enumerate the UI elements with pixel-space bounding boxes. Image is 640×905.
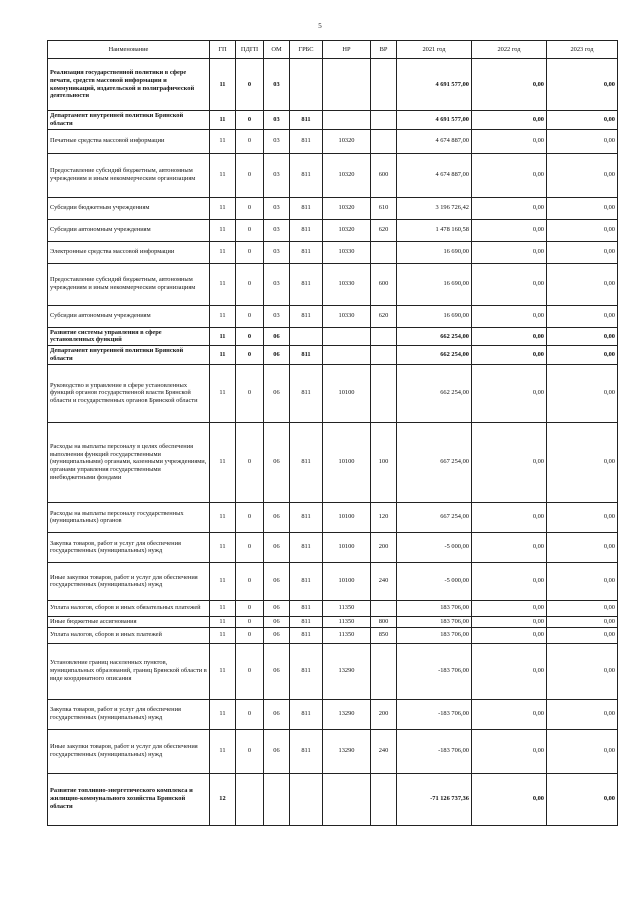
cell-gp: 11 [210,241,236,263]
column-header-gp: ГП [210,41,236,59]
table-row [48,422,618,502]
cell-nr [323,327,371,346]
table-row [48,59,618,111]
cell-nr: 10320 [323,153,371,197]
column-header-om: ОМ [264,41,290,59]
cell-2022: 0,00 [472,773,547,825]
cell-gp: 11 [210,562,236,600]
cell-2021: 662 254,00 [397,364,472,422]
cell-gp: 11 [210,263,236,305]
cell-grbs [290,773,323,825]
cell-2021: 4 691 577,00 [397,111,472,130]
cell-grbs: 811 [290,346,323,365]
cell-nr: 10100 [323,562,371,600]
cell-pdgp: 0 [236,327,264,346]
table-row [48,327,618,346]
cell-pdgp: 0 [236,422,264,502]
cell-name: Расходы на выплаты персоналу в целях обеспечения выполнения функций государственными (муниципальными) органами, казенными учреждениями, органами управления государственными внебюджетными фондами [48,422,210,502]
cell-om: 06 [264,643,290,699]
cell-2022: 0,00 [472,616,547,627]
cell-2022: 0,00 [472,532,547,562]
cell-2021: 183 706,00 [397,616,472,627]
cell-vr [371,111,397,130]
cell-om: 06 [264,422,290,502]
cell-vr [371,346,397,365]
cell-vr [371,600,397,616]
table-row [48,129,618,153]
cell-vr: 620 [371,219,397,241]
cell-vr: 800 [371,616,397,627]
cell-grbs [290,327,323,346]
cell-2023: 0,00 [547,562,618,600]
table-row [48,532,618,562]
cell-name: Предоставление субсидий бюджетным, автономным учреждениям и иным некоммерческим организациям [48,153,210,197]
cell-om: 03 [264,219,290,241]
cell-pdgp: 0 [236,616,264,627]
cell-vr: 600 [371,153,397,197]
column-header-2021: 2021 год [397,41,472,59]
cell-2021: 16 690,00 [397,263,472,305]
cell-name: Иные закупки товаров, работ и услуг для обеспечения государственных (муниципальных) нужд [48,562,210,600]
cell-gp: 11 [210,129,236,153]
cell-gp: 11 [210,627,236,643]
cell-vr: 600 [371,263,397,305]
cell-name: Развитие системы управления в сфере установленных функций [48,327,210,346]
cell-om: 03 [264,305,290,327]
cell-name: Иные бюджетные ассигнования [48,616,210,627]
cell-2021: -71 126 737,36 [397,773,472,825]
cell-pdgp [236,773,264,825]
cell-nr: 10330 [323,263,371,305]
cell-gp: 11 [210,197,236,219]
cell-name: Уплата налогов, сборов и иных платежей [48,627,210,643]
cell-2023: 0,00 [547,773,618,825]
column-header-grbs: ГРБС [290,41,323,59]
cell-grbs: 811 [290,600,323,616]
cell-2022: 0,00 [472,219,547,241]
cell-2021: 1 478 160,58 [397,219,472,241]
cell-2023: 0,00 [547,305,618,327]
cell-om: 06 [264,627,290,643]
cell-2023: 0,00 [547,129,618,153]
table-row [48,241,618,263]
cell-vr [371,773,397,825]
cell-2023: 0,00 [547,600,618,616]
column-header-pdgp: ПДГП [236,41,264,59]
cell-2022: 0,00 [472,327,547,346]
cell-2021: 662 254,00 [397,346,472,365]
cell-om: 03 [264,59,290,111]
cell-vr [371,129,397,153]
cell-name: Закупка товаров, работ и услуг для обеспечения государственных (муниципальных) нужд [48,699,210,729]
cell-2023: 0,00 [547,111,618,130]
cell-2023: 0,00 [547,729,618,773]
cell-name: Субсидии автономным учреждениям [48,219,210,241]
cell-om: 03 [264,241,290,263]
cell-name: Электронные средства массовой информации [48,241,210,263]
cell-2022: 0,00 [472,364,547,422]
cell-grbs: 811 [290,643,323,699]
cell-om [264,773,290,825]
cell-vr: 610 [371,197,397,219]
cell-2021: -5 000,00 [397,562,472,600]
cell-grbs: 811 [290,219,323,241]
table-row [48,197,618,219]
cell-grbs: 811 [290,502,323,532]
cell-grbs: 811 [290,263,323,305]
cell-nr [323,346,371,365]
cell-pdgp: 0 [236,600,264,616]
cell-om: 06 [264,364,290,422]
cell-om: 06 [264,616,290,627]
cell-grbs: 811 [290,364,323,422]
table-row [48,600,618,616]
cell-nr [323,59,371,111]
cell-vr [371,327,397,346]
cell-pdgp: 0 [236,699,264,729]
cell-2021: 16 690,00 [397,305,472,327]
cell-gp: 11 [210,305,236,327]
cell-pdgp: 0 [236,197,264,219]
cell-name: Субсидии автономным учреждениям [48,305,210,327]
cell-2022: 0,00 [472,305,547,327]
cell-nr: 11350 [323,600,371,616]
cell-nr: 10330 [323,305,371,327]
cell-grbs: 811 [290,129,323,153]
cell-pdgp: 0 [236,241,264,263]
cell-2023: 0,00 [547,197,618,219]
cell-gp: 11 [210,153,236,197]
cell-grbs: 811 [290,729,323,773]
cell-nr: 13290 [323,729,371,773]
column-header-name: Наименование [48,41,210,59]
cell-name: Уплата налогов, сборов и иных обязательных платежей [48,600,210,616]
table-row [48,729,618,773]
cell-name: Установление границ населенных пунктов, муниципальных образований, границ Брянской области в виде координатного описания [48,643,210,699]
table-row [48,111,618,130]
cell-nr: 13290 [323,643,371,699]
table-row [48,364,618,422]
page-number: 5 [318,22,322,30]
cell-2023: 0,00 [547,699,618,729]
cell-pdgp: 0 [236,305,264,327]
cell-2021: 662 254,00 [397,327,472,346]
cell-2023: 0,00 [547,364,618,422]
cell-2021: 16 690,00 [397,241,472,263]
cell-grbs: 811 [290,241,323,263]
table-row [48,219,618,241]
cell-gp: 11 [210,643,236,699]
cell-2023: 0,00 [547,422,618,502]
cell-2022: 0,00 [472,562,547,600]
cell-nr: 10320 [323,197,371,219]
cell-om: 06 [264,327,290,346]
table-row [48,305,618,327]
cell-om: 06 [264,532,290,562]
cell-vr: 240 [371,562,397,600]
column-header-2023: 2023 год [547,41,618,59]
cell-2022: 0,00 [472,502,547,532]
cell-2022: 0,00 [472,627,547,643]
column-header-vr: ВР [371,41,397,59]
cell-name: Руководство и управление в сфере установленных функций органов государственной власти Брянской области и государственных органов Брянской области [48,364,210,422]
column-header-nr: НР [323,41,371,59]
cell-pdgp: 0 [236,111,264,130]
cell-2023: 0,00 [547,346,618,365]
cell-gp: 11 [210,327,236,346]
cell-nr [323,111,371,130]
cell-pdgp: 0 [236,59,264,111]
cell-2023: 0,00 [547,153,618,197]
cell-grbs: 811 [290,305,323,327]
cell-vr: 200 [371,532,397,562]
cell-pdgp: 0 [236,219,264,241]
cell-grbs: 811 [290,532,323,562]
cell-vr: 100 [371,422,397,502]
cell-nr: 10100 [323,532,371,562]
table-row [48,699,618,729]
cell-nr: 11350 [323,627,371,643]
cell-om: 06 [264,346,290,365]
cell-vr: 200 [371,699,397,729]
cell-gp: 11 [210,699,236,729]
table-row [48,616,618,627]
cell-om: 06 [264,600,290,616]
cell-2023: 0,00 [547,241,618,263]
cell-vr [371,364,397,422]
cell-grbs: 811 [290,111,323,130]
cell-gp: 11 [210,729,236,773]
cell-2021: 4 674 887,00 [397,129,472,153]
cell-2021: -183 706,00 [397,643,472,699]
cell-name: Печатные средства массовой информации [48,129,210,153]
cell-2023: 0,00 [547,643,618,699]
budget-table [47,40,618,826]
cell-2021: -183 706,00 [397,699,472,729]
cell-2021: 667 254,00 [397,502,472,532]
cell-2022: 0,00 [472,729,547,773]
cell-om: 06 [264,502,290,532]
cell-grbs: 811 [290,153,323,197]
cell-gp: 11 [210,346,236,365]
cell-grbs: 811 [290,616,323,627]
cell-2022: 0,00 [472,111,547,130]
cell-2022: 0,00 [472,59,547,111]
cell-2023: 0,00 [547,532,618,562]
cell-pdgp: 0 [236,502,264,532]
cell-om: 03 [264,263,290,305]
cell-2022: 0,00 [472,643,547,699]
cell-vr [371,59,397,111]
cell-pdgp: 0 [236,729,264,773]
cell-om: 03 [264,153,290,197]
cell-grbs: 811 [290,627,323,643]
column-header-2022: 2022 год [472,41,547,59]
cell-name: Развитие топливно-энергетического комплекса и жилищно-коммунального хозяйства Брянской области [48,773,210,825]
table-header-row [48,41,618,59]
cell-name: Предоставление субсидий бюджетным, автономным учреждениям и иным некоммерческим организациям [48,263,210,305]
cell-2023: 0,00 [547,219,618,241]
cell-pdgp: 0 [236,263,264,305]
cell-om: 03 [264,111,290,130]
cell-nr: 10100 [323,502,371,532]
cell-2023: 0,00 [547,327,618,346]
cell-grbs: 811 [290,197,323,219]
cell-gp: 12 [210,773,236,825]
cell-gp: 11 [210,59,236,111]
cell-2021: 667 254,00 [397,422,472,502]
cell-nr: 11350 [323,616,371,627]
cell-gp: 11 [210,502,236,532]
cell-name: Департамент внутренней политики Брянской области [48,111,210,130]
cell-name: Субсидии бюджетным учреждениям [48,197,210,219]
cell-gp: 11 [210,422,236,502]
cell-om: 06 [264,562,290,600]
cell-nr [323,773,371,825]
cell-grbs [290,59,323,111]
cell-gp: 11 [210,219,236,241]
cell-nr: 10330 [323,241,371,263]
cell-2023: 0,00 [547,502,618,532]
cell-name: Иные закупки товаров, работ и услуг для обеспечения государственных (муниципальных) нужд [48,729,210,773]
cell-2021: 4 691 577,00 [397,59,472,111]
cell-grbs: 811 [290,562,323,600]
cell-vr: 850 [371,627,397,643]
cell-vr: 240 [371,729,397,773]
cell-name: Реализация государственной политики в сфере печати, средств массовой информации и коммуникаций, издательской и полиграфической деятельности [48,59,210,111]
table-row [48,346,618,365]
cell-2022: 0,00 [472,263,547,305]
cell-grbs: 811 [290,422,323,502]
cell-name: Департамент внутренней политики Брянской области [48,346,210,365]
cell-gp: 11 [210,616,236,627]
cell-2021: 3 196 726,42 [397,197,472,219]
table-body [48,59,618,826]
cell-pdgp: 0 [236,129,264,153]
cell-vr: 120 [371,502,397,532]
table-row [48,263,618,305]
cell-2021: 183 706,00 [397,600,472,616]
cell-2021: 4 674 887,00 [397,153,472,197]
cell-pdgp: 0 [236,346,264,365]
cell-pdgp: 0 [236,562,264,600]
cell-om: 03 [264,197,290,219]
table-row [48,562,618,600]
cell-vr [371,643,397,699]
table-row [48,773,618,825]
cell-nr: 13290 [323,699,371,729]
cell-pdgp: 0 [236,643,264,699]
cell-2022: 0,00 [472,600,547,616]
cell-2022: 0,00 [472,699,547,729]
cell-2023: 0,00 [547,627,618,643]
cell-gp: 11 [210,532,236,562]
cell-2023: 0,00 [547,263,618,305]
cell-gp: 11 [210,364,236,422]
cell-2022: 0,00 [472,197,547,219]
cell-gp: 11 [210,111,236,130]
cell-pdgp: 0 [236,153,264,197]
cell-grbs: 811 [290,699,323,729]
cell-pdgp: 0 [236,532,264,562]
cell-om: 06 [264,699,290,729]
cell-nr: 10100 [323,364,371,422]
table-row [48,643,618,699]
cell-2022: 0,00 [472,241,547,263]
cell-2023: 0,00 [547,616,618,627]
cell-2021: -183 706,00 [397,729,472,773]
cell-vr [371,241,397,263]
cell-pdgp: 0 [236,364,264,422]
cell-om: 03 [264,129,290,153]
cell-2022: 0,00 [472,129,547,153]
cell-name: Расходы на выплаты персоналу государственных (муниципальных) органов [48,502,210,532]
cell-2023: 0,00 [547,59,618,111]
cell-name: Закупка товаров, работ и услуг для обеспечения государственных (муниципальных) нужд [48,532,210,562]
table-row [48,153,618,197]
cell-vr: 620 [371,305,397,327]
cell-nr: 10100 [323,422,371,502]
cell-2021: 183 706,00 [397,627,472,643]
cell-2022: 0,00 [472,346,547,365]
cell-2022: 0,00 [472,153,547,197]
cell-nr: 10320 [323,129,371,153]
table-row [48,502,618,532]
cell-gp: 11 [210,600,236,616]
cell-nr: 10320 [323,219,371,241]
cell-om: 06 [264,729,290,773]
cell-2021: -5 000,00 [397,532,472,562]
cell-2022: 0,00 [472,422,547,502]
cell-pdgp: 0 [236,627,264,643]
table-row [48,627,618,643]
